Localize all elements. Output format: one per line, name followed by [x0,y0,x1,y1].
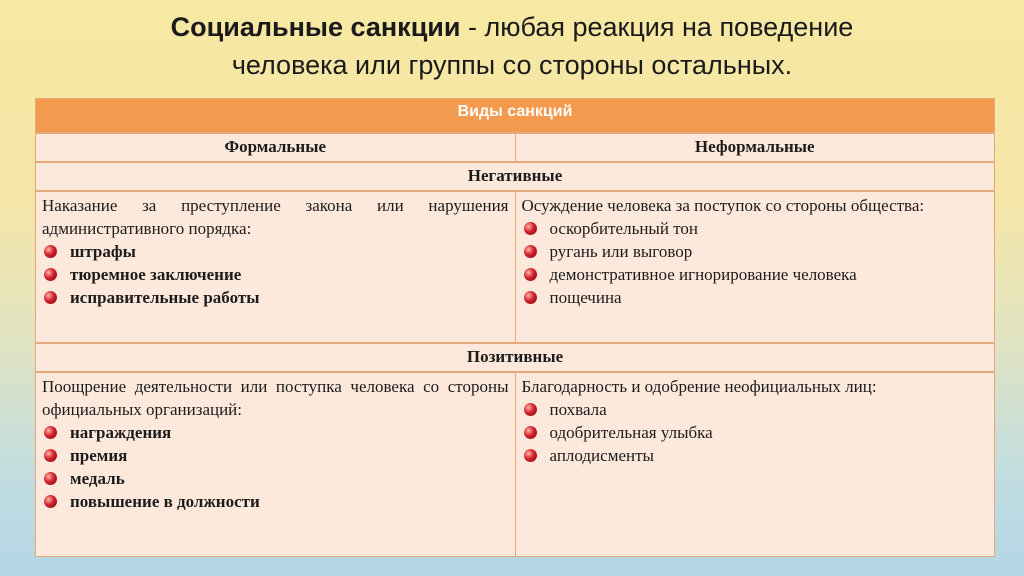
list-item-text: премия [70,446,128,465]
red-ball-bullet-icon [524,222,537,235]
positive-formal-cell [36,373,516,556]
red-ball-bullet-icon [44,495,57,508]
column-headers [35,133,995,162]
red-ball-bullet-icon [44,449,57,462]
list-item-text: ругань или выговор [549,242,693,261]
list-item [42,286,509,309]
red-ball-bullet-icon [44,245,57,258]
list-item [522,263,989,286]
list-item [522,421,989,444]
red-ball-bullet-icon [44,268,57,281]
list-item [42,421,509,444]
negative-formal-list [42,240,509,309]
red-ball-bullet-icon [44,426,57,439]
slide-title [60,8,964,84]
column-header-informal: Неформальные [694,137,815,156]
positive-formal-intro: Поощрение деятельности или поступка человека со стороны официальных организаций: [42,377,509,419]
list-item-text: исправительные работы [70,288,260,307]
title-line-1 [60,8,964,46]
table-header: Виды санкций [35,98,995,133]
red-ball-bullet-icon [524,449,537,462]
positive-informal-cell [516,373,995,556]
positive-informal-list [522,398,989,467]
column-header-formal: Формальные [36,134,516,161]
title-definition-part2: человека или группы со стороны остальных. [231,50,793,80]
negative-informal-list [522,217,989,309]
red-ball-bullet-icon [524,291,537,304]
list-item-text: награждения [70,423,172,442]
list-item [522,217,989,240]
red-ball-bullet-icon [524,245,537,258]
list-item [42,490,509,513]
list-item-text: похвала [549,400,607,419]
red-ball-bullet-icon [524,268,537,281]
list-item [522,444,989,467]
positive-sanctions-row [35,372,995,557]
list-item [522,286,989,309]
positive-formal-list [42,421,509,513]
red-ball-bullet-icon [524,403,537,416]
list-item-text: тюремное заключение [70,265,242,284]
section-header-negative: Негативные [35,162,995,191]
red-ball-bullet-icon [44,472,57,485]
list-item [522,398,989,421]
list-item [42,444,509,467]
list-item [42,240,509,263]
list-item-text: пощечина [549,288,622,307]
list-item-text: одобрительная улыбка [549,423,713,442]
red-ball-bullet-icon [524,426,537,439]
negative-informal-cell [516,192,995,342]
positive-informal-intro: Благодарность и одобрение неофициальных лиц: [521,377,877,396]
list-item-text: оскорбительный тон [549,219,698,238]
red-ball-bullet-icon [44,291,57,304]
list-item-text: повышение в должности [70,492,260,511]
list-item-text: демонстративное игнорирование человека [549,265,857,284]
list-item-text: штрафы [70,242,136,261]
negative-sanctions-row [35,191,995,343]
title-term: Социальные санкции [170,12,461,42]
negative-informal-intro: Осуждение человека за поступок со стороны общества: [521,196,925,215]
negative-formal-intro: Наказание за преступление закона или нарушения административного порядка: [42,196,509,238]
list-item-text: медаль [70,469,125,488]
list-item-text: аплодисменты [549,446,654,465]
section-header-positive: Позитивные [35,343,995,372]
title-definition-part1: - любая реакция на поведение [460,12,854,42]
list-item [42,467,509,490]
list-item [42,263,509,286]
list-item [522,240,989,263]
negative-formal-cell [36,192,516,342]
